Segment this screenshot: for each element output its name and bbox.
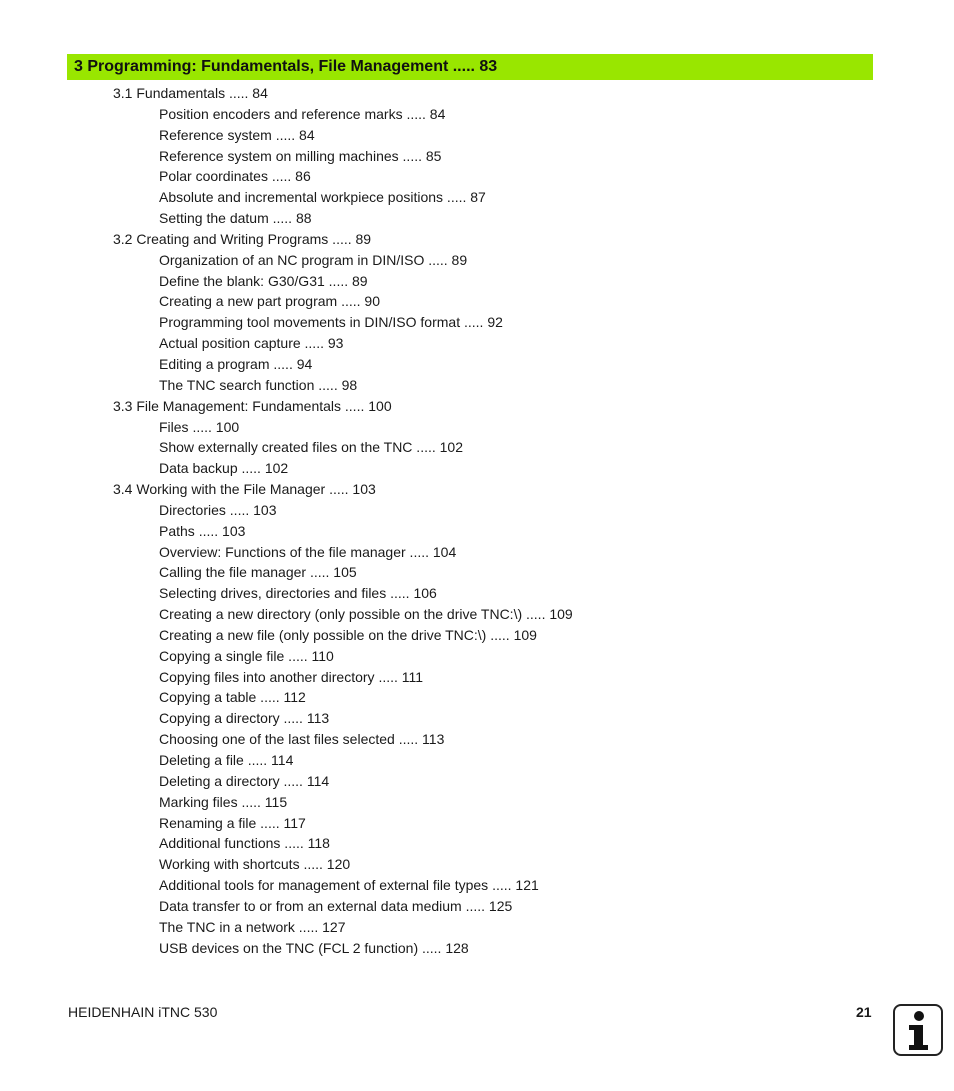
toc-subsection-entry[interactable]: Choosing one of the last files selected ..... 113 bbox=[159, 731, 445, 748]
toc-subsection-entry[interactable]: Programming tool movements in DIN/ISO format ..... 92 bbox=[159, 314, 503, 331]
toc-subsection-entry[interactable]: USB devices on the TNC (FCL 2 function) ..... 128 bbox=[159, 939, 469, 956]
toc-subsection-entry[interactable]: Creating a new part program ..... 90 bbox=[159, 293, 380, 310]
toc-subsection-entry[interactable]: Calling the file manager ..... 105 bbox=[159, 564, 357, 581]
toc-subsection-entry[interactable]: Define the blank: G30/G31 ..... 89 bbox=[159, 272, 368, 289]
toc-subsection-entry[interactable]: Position encoders and reference marks ..... 84 bbox=[159, 105, 446, 122]
toc-subsection-entry[interactable]: Copying a single file ..... 110 bbox=[159, 647, 334, 664]
toc-subsection-entry[interactable]: Directories ..... 103 bbox=[159, 501, 277, 518]
toc-subsection-entry[interactable]: Setting the datum ..... 88 bbox=[159, 210, 312, 227]
toc-subsection-entry[interactable]: Copying files into another directory ..... 111 bbox=[159, 668, 424, 685]
toc-section-entry[interactable]: 3.2 Creating and Writing Programs ..... 89 bbox=[113, 230, 372, 247]
toc-subsection-entry[interactable]: The TNC in a network ..... 127 bbox=[159, 918, 346, 935]
toc-subsection-entry[interactable]: Show externally created files on the TNC ..... 102 bbox=[159, 439, 464, 456]
toc-subsection-entry[interactable]: Reference system ..... 84 bbox=[159, 126, 315, 143]
footer-product-name: HEIDENHAIN iTNC 530 bbox=[68, 1004, 218, 1020]
toc-subsection-entry[interactable]: Files ..... 100 bbox=[159, 418, 240, 435]
toc-subsection-entry[interactable]: Reference system on milling machines ..... 85 bbox=[159, 147, 442, 164]
toc-subsection-entry[interactable]: Deleting a file ..... 114 bbox=[159, 752, 294, 768]
table-of-contents bbox=[0, 83, 900, 958]
toc-section-entry[interactable]: 3.4 Working with the File Manager ..... 103 bbox=[113, 481, 376, 498]
chapter-header-bar bbox=[67, 54, 873, 80]
toc-subsection-entry[interactable]: Additional functions ..... 118 bbox=[159, 835, 330, 852]
toc-subsection-entry[interactable]: Polar coordinates ..... 86 bbox=[159, 168, 311, 185]
toc-subsection-entry[interactable]: Marking files ..... 115 bbox=[159, 793, 288, 810]
toc-subsection-entry[interactable]: Creating a new directory (only possible on the drive TNC:\) ..... 109 bbox=[159, 606, 573, 623]
toc-subsection-entry[interactable]: Renaming a file ..... 117 bbox=[159, 814, 306, 831]
toc-subsection-entry[interactable]: The TNC search function ..... 98 bbox=[159, 376, 358, 393]
info-icon bbox=[893, 1004, 943, 1056]
toc-subsection-entry[interactable]: Editing a program ..... 94 bbox=[159, 355, 313, 372]
toc-subsection-entry[interactable]: Absolute and incremental workpiece positions ..... 87 bbox=[159, 189, 486, 206]
toc-subsection-entry[interactable]: Copying a table ..... 112 bbox=[159, 689, 306, 706]
toc-section-entry[interactable]: 3.1 Fundamentals ..... 84 bbox=[113, 85, 268, 101]
toc-subsection-entry[interactable]: Deleting a directory ..... 114 bbox=[159, 772, 330, 789]
toc-subsection-entry[interactable]: Paths ..... 103 bbox=[159, 522, 246, 539]
toc-subsection-entry[interactable]: Actual position capture ..... 93 bbox=[159, 335, 344, 352]
footer-page-number: 21 bbox=[856, 1004, 872, 1020]
chapter-title[interactable]: 3 Programming: Fundamentals, File Management ..... 83 bbox=[74, 58, 498, 75]
toc-subsection-entry[interactable]: Copying a directory ..... 113 bbox=[159, 710, 330, 727]
toc-subsection-entry[interactable]: Organization of an NC program in DIN/ISO ..... 89 bbox=[159, 251, 468, 268]
toc-subsection-entry[interactable]: Data backup ..... 102 bbox=[159, 460, 289, 477]
toc-subsection-entry[interactable]: Working with shortcuts ..... 120 bbox=[159, 856, 351, 873]
toc-section-entry[interactable]: 3.3 File Management: Fundamentals ..... 100 bbox=[113, 397, 392, 414]
toc-subsection-entry[interactable]: Selecting drives, directories and files ..... 106 bbox=[159, 585, 437, 602]
toc-subsection-entry[interactable]: Overview: Functions of the file manager ..... 104 bbox=[159, 543, 457, 560]
toc-subsection-entry[interactable]: Additional tools for management of external file types ..... 121 bbox=[159, 877, 539, 894]
toc-subsection-entry[interactable]: Data transfer to or from an external data medium ..... 125 bbox=[159, 897, 513, 914]
toc-subsection-entry[interactable]: Creating a new file (only possible on the drive TNC:\) ..... 109 bbox=[159, 626, 537, 643]
